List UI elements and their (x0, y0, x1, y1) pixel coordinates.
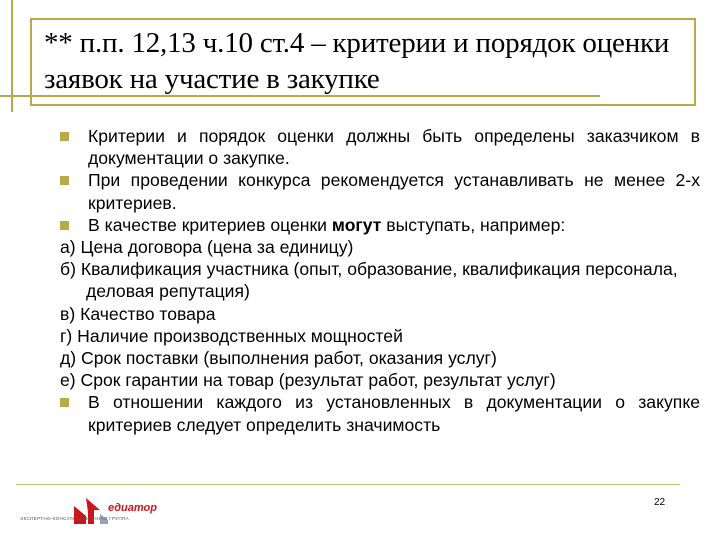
list-item (60, 391, 700, 435)
list-item-bold-word: могут (331, 214, 382, 235)
criterion-item: б) Квалификация участника (опыт, образование, квалификация персонала, деловая репутация) (60, 259, 678, 302)
criterion-item: а) Цена договора (цена за единицу) (60, 237, 354, 258)
criterion-item: д) Срок поставки (выполнения работ, оказания услуг) (60, 348, 497, 369)
list-item-text: При проведении конкурса рекомендуется устанавливать не менее 2-х критериев. (88, 170, 700, 213)
slide-body (60, 125, 700, 436)
list-item-text-after: выступать, например: (381, 214, 566, 235)
list-item (60, 169, 700, 213)
square-bullet-icon (60, 221, 69, 230)
criterion-item: в) Качество товара (60, 303, 216, 324)
logo-tagline: ЭКСПЕРТНО-КОНСУЛЬТАЦИОННАЯ ГРУППА (20, 516, 129, 521)
list-item-text: Критерии и порядок оценки должны быть определены заказчиком в документации о закупке. (88, 126, 700, 169)
list-item-text-before: В качестве критериев оценки (88, 214, 332, 235)
list-item (60, 125, 700, 169)
criterion-item: г) Наличие производственных мощностей (60, 325, 403, 346)
criterion-item: е) Срок гарантии на товар (результат работ, результат услуг) (60, 370, 556, 391)
logo-name: едиатор (108, 502, 157, 514)
list-item-text: В отношении каждого из установленных в документации о закупке критериев следует определить значимость (88, 392, 700, 435)
square-bullet-icon (60, 398, 69, 407)
square-bullet-icon (60, 176, 69, 185)
list-item (60, 214, 700, 236)
page-number: 22 (654, 497, 666, 508)
mediator-logo-icon (14, 494, 184, 528)
slide-title: ** п.п. 12,13 ч.10 ст.4 – критерии и порядок оценки заявок на участие в закупке (44, 27, 670, 95)
square-bullet-icon (60, 132, 69, 141)
footer-divider (16, 484, 680, 485)
